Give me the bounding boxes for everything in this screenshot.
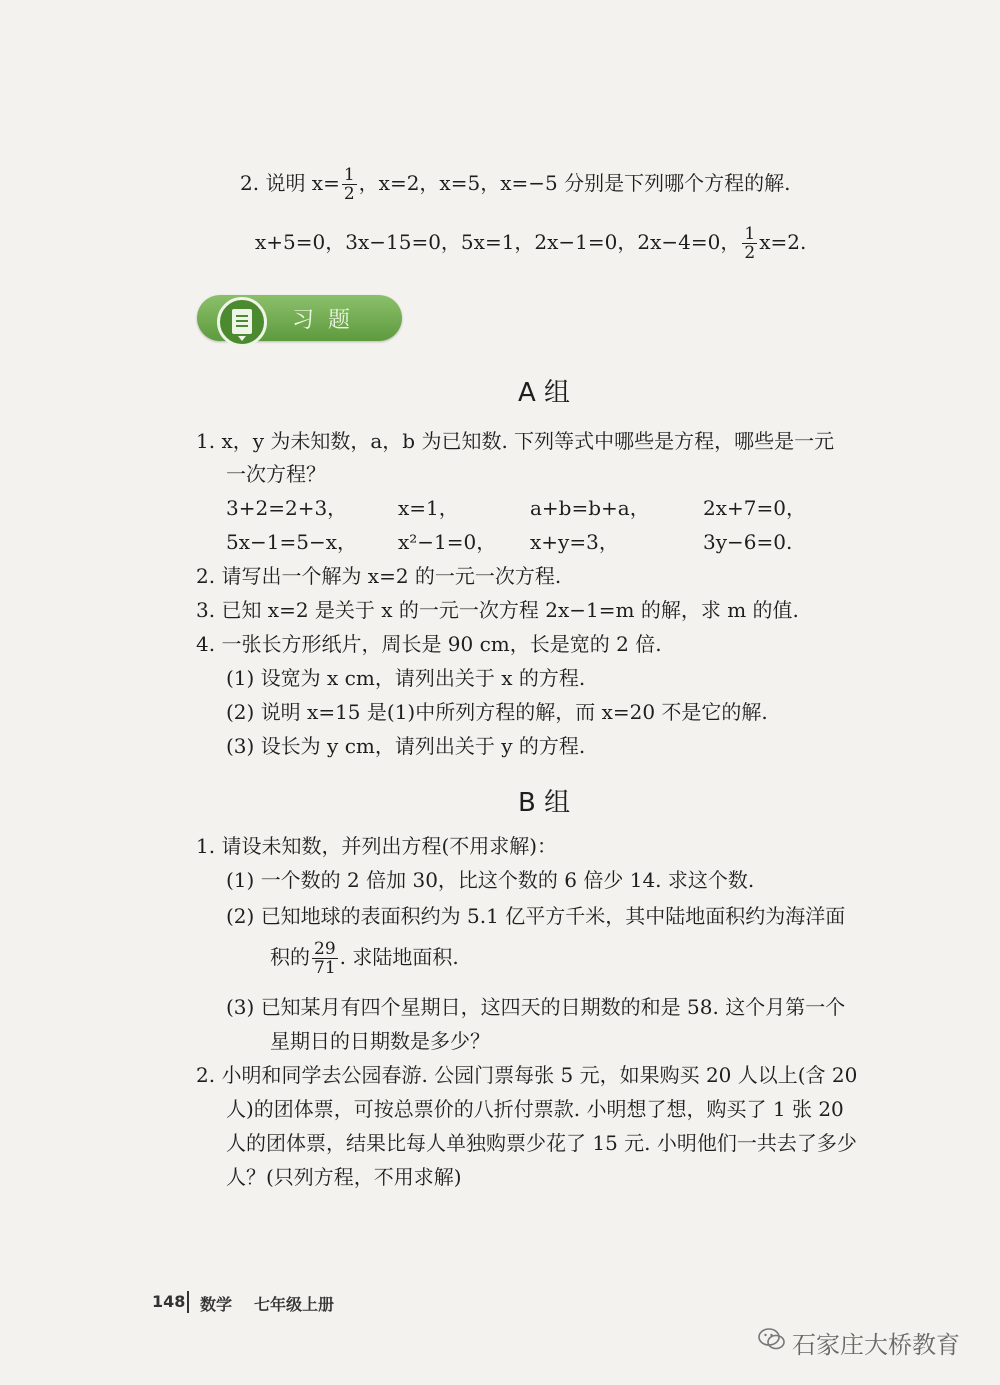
group-b-q2-line1: 2. 小明和同学去公园春游. 公园门票每张 5 元，如果购买 20 人以上(含 20 [196,1063,858,1087]
group-b-q1-3-line1: (3) 已知某月有四个星期日，这四天的日期数的和是 58. 这个月第一个 [226,995,846,1019]
group-a-q4-2: (2) 说明 x=15 是(1)中所列方程的解，而 x=20 不是它的解. [226,700,768,724]
group-a-q1-line1: 1. x，y 为未知数，a，b 为已知数. 下列等式中哪些是方程，哪些是一元 [196,429,835,453]
group-a-heading: A 组 [518,378,571,408]
fraction-29-71: $\frac{29}{71}$ [314,939,336,978]
group-a-q4: 4. 一张长方形纸片，周长是 90 cm，长是宽的 2 倍. [196,632,662,656]
wechat-icon [758,1327,786,1351]
group-a-q4-1: (1) 设宽为 x cm，请列出关于 x 的方程. [226,666,586,690]
group-b-q1-2-line1: (2) 已知地球的表面积约为 5.1 亿平方千米，其中陆地面积约为海洋面 [226,904,846,928]
equation-cell: 5x−1=5−x， [226,530,358,554]
footer-divider [187,1291,189,1313]
group-b-q1-3-line2: 星期日的日期数是多少？ [270,1029,490,1053]
equation-cell: 3+2=2+3， [226,496,348,520]
notepad-icon [217,297,267,347]
equation-cell: x²−1=0， [398,530,497,554]
page-number: 148 [152,1292,186,1311]
exercise-banner [197,295,402,341]
fraction-one-half: $\frac{1}{2}$ [343,165,355,204]
footer-grade: 七年级上册 [254,1295,335,1314]
equation-cell: 3y−6=0. [703,530,793,554]
exercise-2-equations: x+5=0，3x−15=0，5x=1，2x−1=0，2x−4=0， $\frac{1}{2}$ x=2. [255,224,807,263]
equation-cell: x=1， [398,496,459,520]
equation-cell: x+y=3， [530,530,619,554]
exercise-2-line1: 2. 说明 x= $\frac{1}{2}$ ，x=2，x=5，x=−5 分别是下列哪个方程的解. [240,165,791,204]
group-b-q1-2-line2: 积的 $\frac{29}{71}$ . 求陆地面积. [270,939,459,978]
banner-label: 习题 [292,308,365,333]
wechat-icon-svg [758,1327,786,1351]
watermark-text: 石家庄大桥教育 [792,1331,960,1359]
fraction-one-half-b: $\frac{1}{2}$ [744,224,756,263]
group-b-q2-line4: 人？(只列方程，不用求解) [226,1165,462,1189]
footer-subject: 数学 [200,1295,233,1314]
group-b-q2-line2: 人)的团体票，可按总票价的八折付票款. 小明想了想，购买了 1 张 20 [226,1097,844,1121]
notepad-icon-svg [220,300,264,344]
group-b-q2-line3: 人的团体票，结果比每人单独购票少花了 15 元. 小明他们一共去了多少 [226,1131,857,1155]
group-b-heading: B 组 [518,788,571,818]
group-a-q4-3: (3) 设长为 y cm，请列出关于 y 的方程. [226,734,586,758]
group-a-q1-line2: 一次方程？ [226,462,326,486]
equation-cell: 2x+7=0， [703,496,806,520]
group-a-q2: 2. 请写出一个解为 x=2 的一元一次方程. [196,564,562,588]
group-a-q3: 3. 已知 x=2 是关于 x 的一元一次方程 2x−1=m 的解，求 m 的值. [196,598,799,622]
group-b-q1-1: (1) 一个数的 2 倍加 30，比这个数的 6 倍少 14. 求这个数. [226,868,755,892]
equation-cell: a+b=b+a， [530,496,650,520]
group-b-q1: 1. 请设未知数，并列出方程(不用求解)： [196,834,558,858]
